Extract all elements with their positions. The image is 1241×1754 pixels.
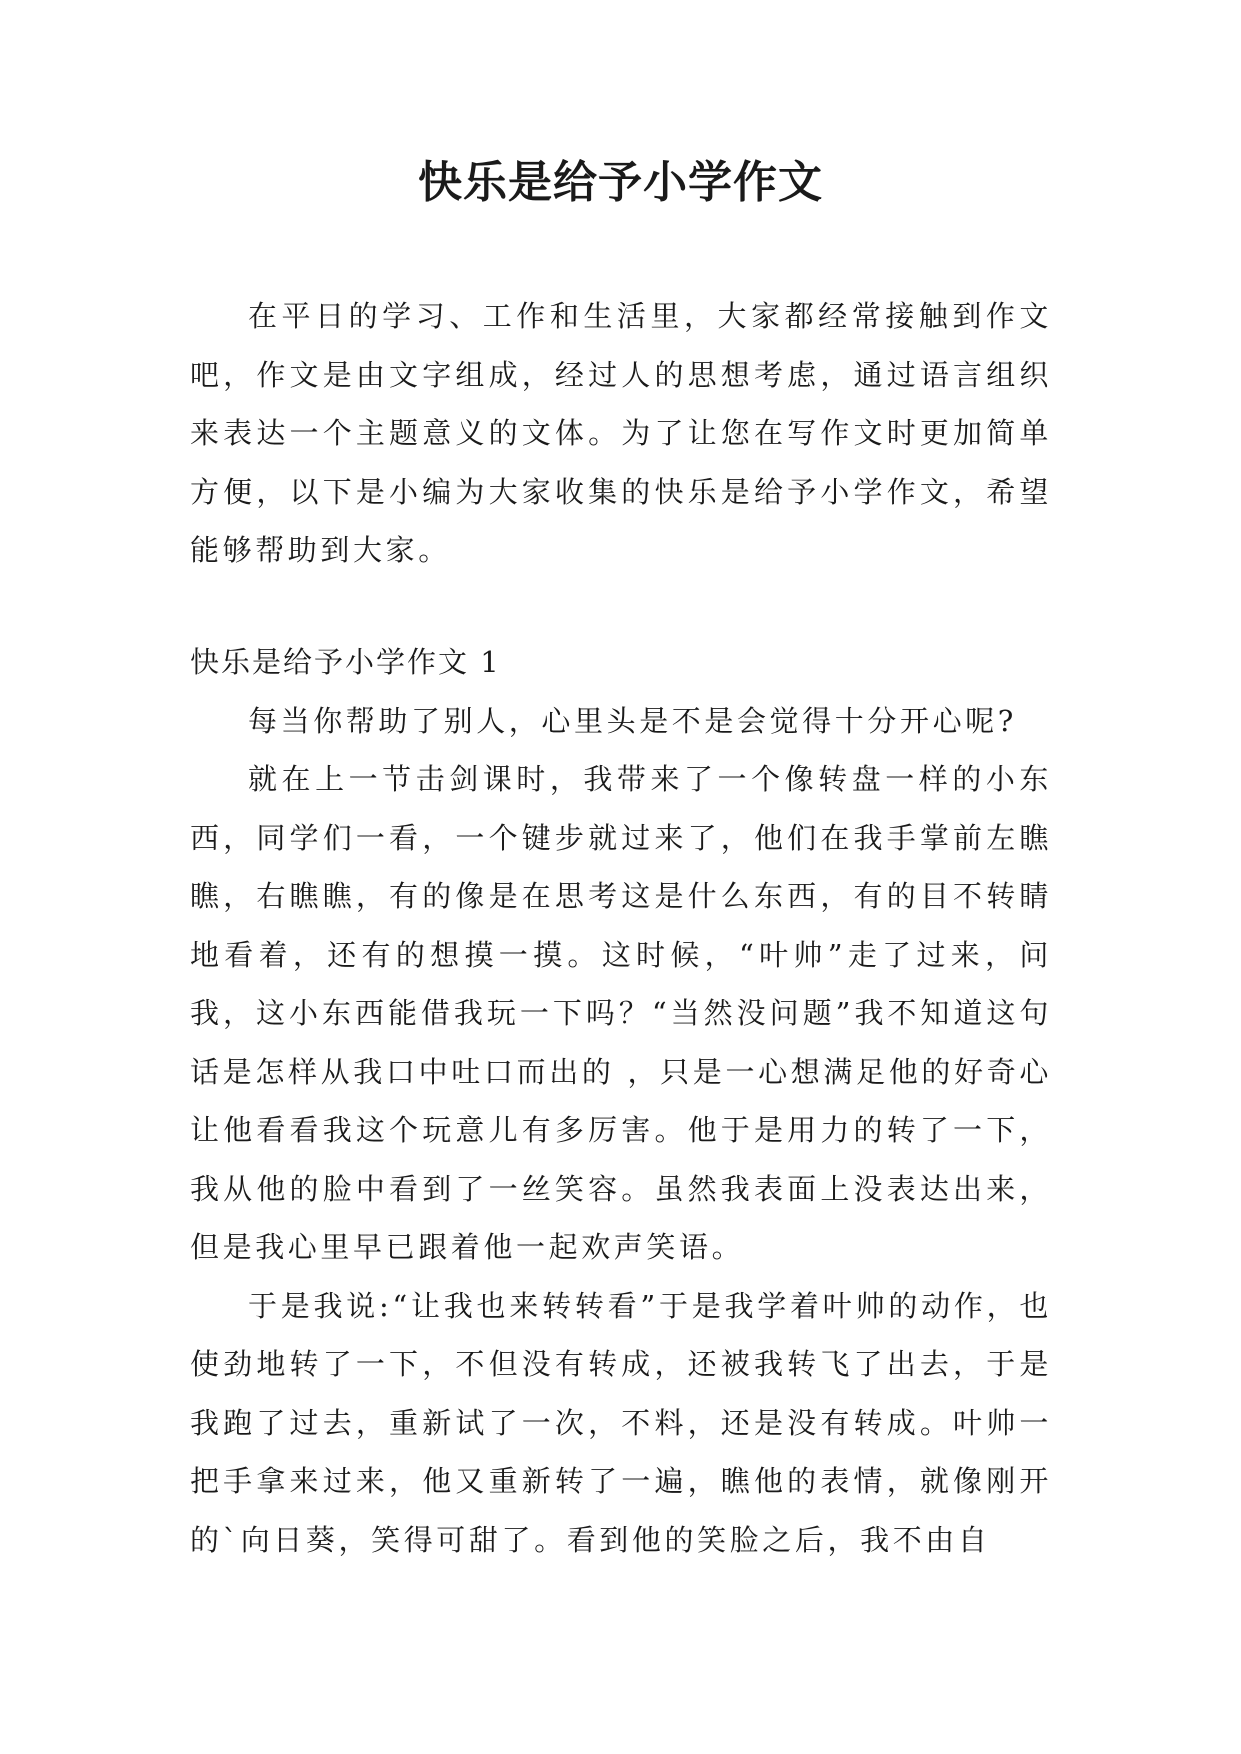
page-title: 快乐是给予小学作文 — [418, 157, 823, 208]
essay-section — [190, 633, 1052, 1569]
essay-paragraph-3: 于是我说:“让我也来转转看”于是我学着叶帅的动作，也使劲地转了一下，不但没有转成，还被我转飞了出去，于是我跑了过去，重新试了一次，不料，还是没有转成。叶帅一把手拿来过来，他又重新转了一遍，瞧他的表情，就像刚开的`向日葵，笑得可甜了。看到他的笑脸之后，我不由自 — [190, 1288, 1052, 1557]
essay-paragraph-1: 每当你帮助了别人，心里头是不是会觉得十分开心呢? — [248, 703, 1017, 738]
intro-section — [190, 287, 1052, 580]
section-heading: 快乐是给予小学作文 1 — [190, 645, 501, 679]
essay-paragraph-2: 就在上一节击剑课时，我带来了一个像转盘一样的小东西，同学们一看，一个键步就过来了，他们在我手掌前左瞧瞧，右瞧瞧，有的像是在思考这是什么东西，有的目不转睛地看着，还有的想摸一摸。这时候，“叶帅”走了过来，问我，这小东西能借我玩一下吗？“当然没问题”我不知道这句话是怎样从我口中吐口而出的 ，只是一心想满足他的好奇心让他看看我这个玩意儿有多厉害。他于是用力的转了一下，我从他的脸中看到了一丝笑容。虽然我表面上没表达出来，但是我心里早已跟着他一起欢声笑语。 — [190, 762, 1052, 1264]
intro-paragraph: 在平日的学习、工作和生活里，大家都经常接触到作文吧，作文是由文字组成，经过人的思想考虑，通过语言组织来表达一个主题意义的文体。为了让您在写作文时更加简单方便，以下是小编为大家收集的快乐是给予小学作文，希望能够帮助到大家。 — [190, 299, 1052, 567]
